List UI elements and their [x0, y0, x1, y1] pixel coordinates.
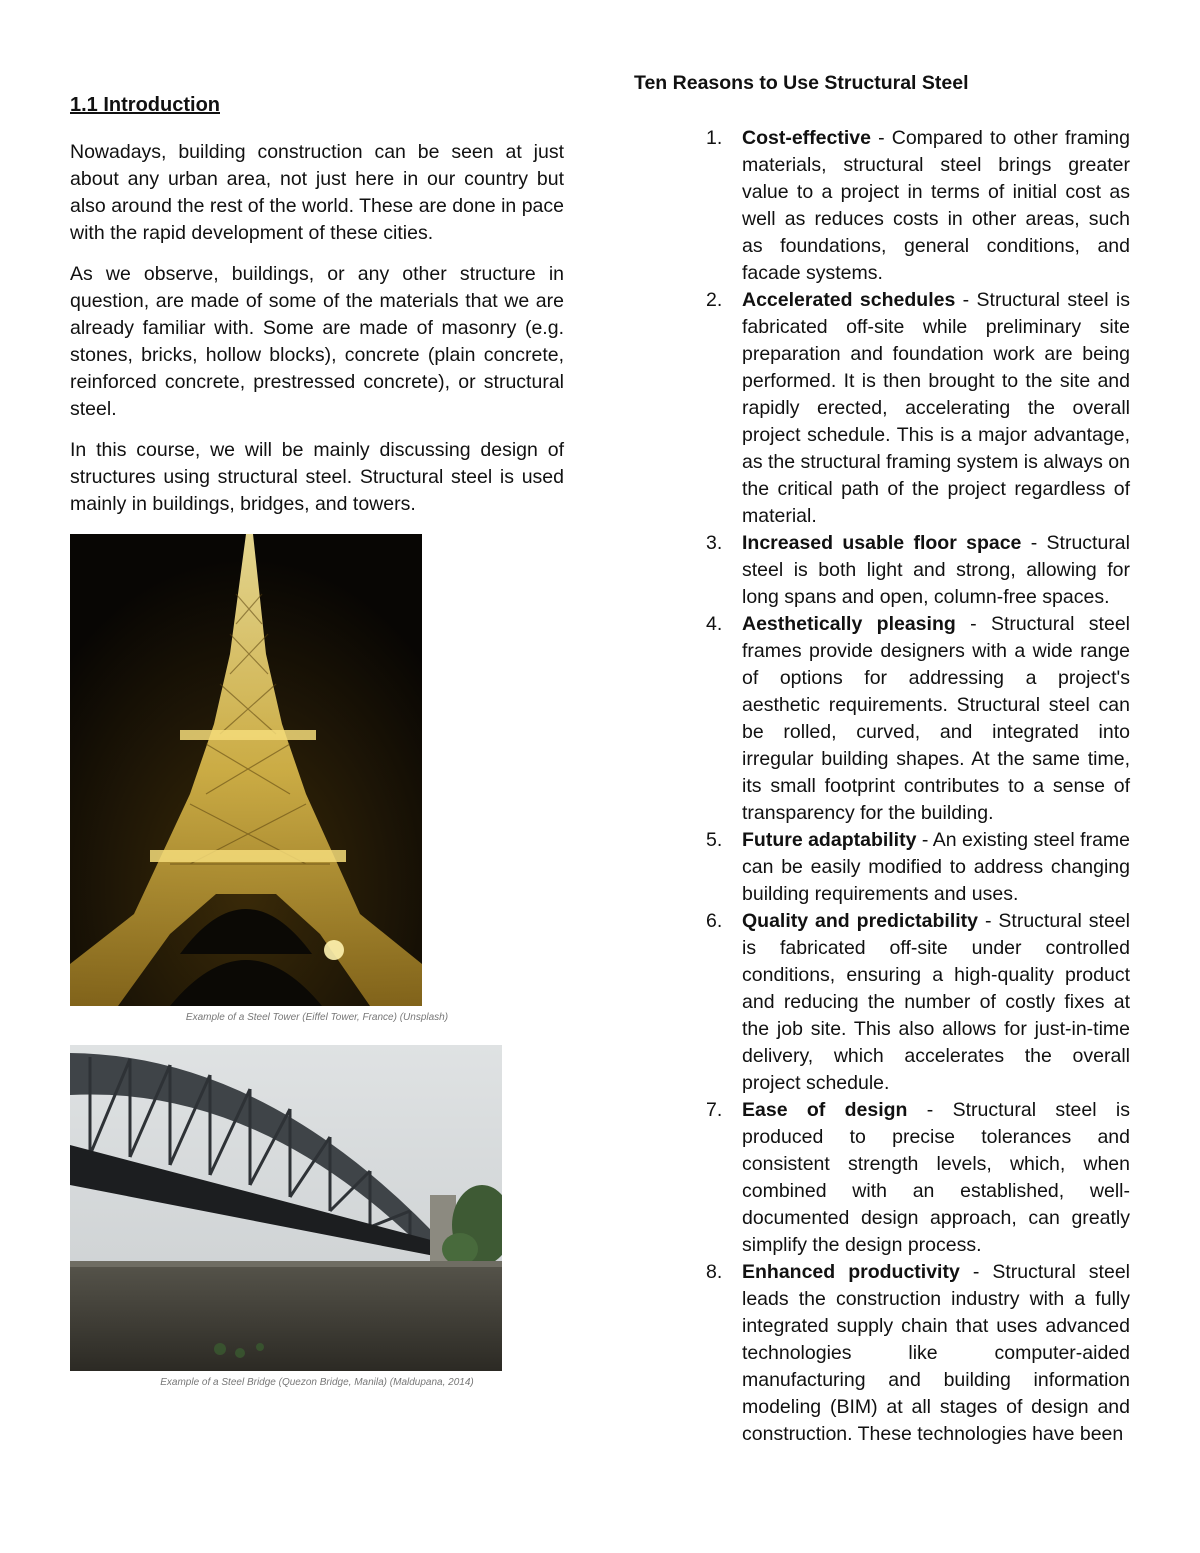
reason-text: - Structural steel leads the construction industry with a fully integrated supply chain that uses advanced technologies like computer-aided manufacturing and building information modeling (BIM) at all stages of design and construction. These technologies have been — [742, 1261, 1131, 1445]
reason-item — [634, 1259, 1130, 1448]
reason-text: - Structural steel frames provide designers with a wide range of options for addressing a project's aesthetic requirements. Structural steel can be rolled, curved, and integrated into irregular building shapes. At the same time, its small footprint contributes to a sense of transparency for the building. — [742, 613, 1131, 824]
reason-number: 4. — [706, 613, 723, 635]
bridge-caption: Example of a Steel Bridge (Quezon Bridge, Manila) (Maldupana, 2014) — [160, 1377, 474, 1388]
reason-text: - Structural steel is produced to precise tolerances and consistent strength levels, which, when combined with an established, well-documented design approach, can greatly simplify the design process. — [742, 1099, 1130, 1256]
intro-paragraph-2: As we observe, buildings, or any other structure in question, are made of some of the materials that we are already familiar with. Some are made of masonry (e.g. stones, bricks, hollow blocks), concrete (plain concrete, reinforced concrete, prestressed concrete), or structural steel. — [70, 263, 564, 420]
reason-number: 3. — [706, 532, 723, 554]
reason-item — [634, 908, 1130, 1097]
reasons-list — [634, 125, 1130, 1448]
reason-name: Ease of design — [742, 1099, 908, 1121]
reason-number: 7. — [706, 1099, 723, 1121]
intro-paragraph-1: Nowadays, building construction can be seen at just about any urban area, not just here in our country but also around the rest of the world. These are done in pace with the rapid development of these cities. — [70, 141, 564, 244]
reason-name: Future adaptability — [742, 829, 917, 851]
reason-number: 2. — [706, 289, 723, 311]
reason-number: 5. — [706, 829, 723, 851]
reason-name: Cost-effective — [742, 127, 871, 149]
reason-item — [634, 827, 1130, 908]
reason-item — [634, 287, 1130, 530]
reason-name: Increased usable floor space — [742, 532, 1022, 554]
reason-text: - Structural steel is fabricated off-site under controlled conditions, ensuring a high-quality product and reducing the number of costly fixes at the job site. This also allows for just-in-time delivery, which accelerates the overall project schedule. — [742, 910, 1130, 1094]
tower-caption: Example of a Steel Tower (Eiffel Tower, France) (Unsplash) — [185, 1012, 449, 1023]
reason-number: 1. — [706, 127, 723, 149]
reason-name: Aesthetically pleasing — [742, 613, 956, 635]
reason-number: 8. — [706, 1261, 723, 1283]
reason-item — [634, 1097, 1130, 1259]
intro-paragraph-3: In this course, we will be mainly discussing design of structures using structural steel. Structural steel is used mainly in buildings, bridges, and towers. — [70, 439, 564, 515]
right-column — [634, 72, 1130, 1448]
eiffel-tower-photo — [70, 534, 422, 1006]
reason-number: 6. — [706, 910, 723, 932]
reason-text: - Compared to other framing materials, structural steel brings greater value to a project in terms of initial cost as well as reduces costs in other areas, such as foundations, general conditions, and facade systems. — [742, 127, 1130, 284]
reason-text: - An existing steel frame can be easily modified to address changing building requirements and uses. — [742, 829, 1131, 905]
tower-figure — [70, 534, 564, 1023]
reason-name: Enhanced productivity — [742, 1261, 960, 1283]
reason-item — [634, 125, 1130, 287]
reason-text: - Structural steel is fabricated off-site while preliminary site preparation and foundation work are being performed. It is then brought to the site and rapidly erected, accelerating the overall project schedule. This is a major advantage, as the structural framing system is always on the critical path of the project regardless of material. — [742, 289, 1130, 527]
intro-heading: 1.1 Introduction — [70, 94, 220, 116]
reason-name: Quality and predictability — [742, 910, 979, 932]
reasons-title: Ten Reasons to Use Structural Steel — [634, 72, 969, 94]
reason-name: Accelerated schedules — [742, 289, 956, 311]
quezon-bridge-photo — [70, 1045, 502, 1371]
reason-item — [634, 530, 1130, 611]
reason-item — [634, 611, 1130, 827]
left-column — [70, 94, 564, 1388]
bridge-figure — [70, 1045, 564, 1388]
reason-text: - Structural steel is both light and strong, allowing for long spans and open, column-free spaces. — [742, 532, 1130, 608]
